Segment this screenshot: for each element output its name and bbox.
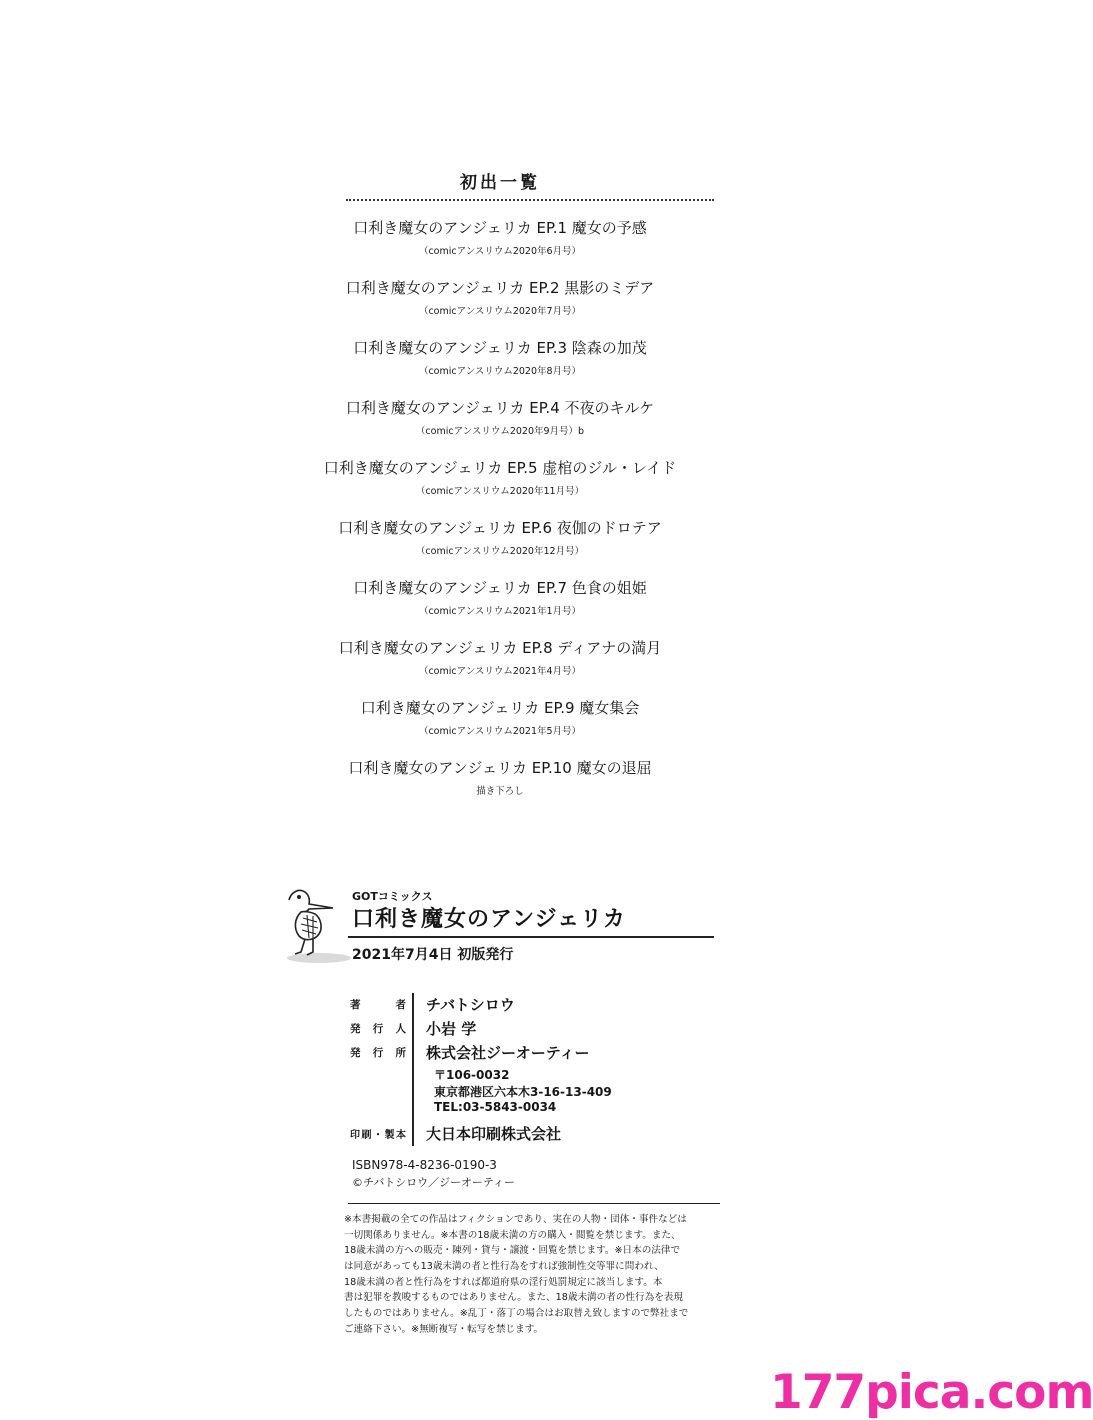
episode-title: 口利き魔女のアンジェリカ EP.9 魔女集会 <box>360 699 640 717</box>
printer-name: 大日本印刷株式会社 <box>426 1125 562 1143</box>
list-item <box>0 334 1000 394</box>
episode-title: 口利き魔女のアンジェリカ EP.8 ディアナの満月 <box>338 639 662 657</box>
publication-date: 2021年7月4日 初版発行 <box>352 947 514 963</box>
episode-title: 口利き魔女のアンジェリカ EP.10 魔女の退屈 <box>348 759 652 777</box>
book-title: 口利き魔女のアンジェリカ <box>352 907 626 932</box>
episode-title: 口利き魔女のアンジェリカ EP.1 魔女の予感 <box>353 219 647 237</box>
notice-line: 一切関係ありません。※本書の18歳未満の方の購入・閲覧を禁じます。また、 <box>344 1229 681 1241</box>
credit-label: 発行所 <box>350 1047 406 1059</box>
episode-title: 口利き魔女のアンジェリカ EP.2 黒影のミデア <box>345 279 655 297</box>
episode-source: （comicアンスリウム2020年7月号） <box>418 306 582 317</box>
notice-line: 18歳未満の者と性行為をすれば都道府県の淫行処罰規定に該当します。本 <box>344 1276 663 1288</box>
copyright: ©チバトシロウ／ジーオーティー <box>352 1176 516 1189</box>
publisher-address <box>350 1065 730 1122</box>
credit-divider <box>412 993 414 1017</box>
episode-source: （comicアンスリウム2021年1月号） <box>418 606 582 617</box>
postal-code: 〒106-0032 <box>434 1068 510 1082</box>
credit-row-printer <box>350 1122 730 1146</box>
notice-line: 18歳未満の方への販売・陳列・貸与・譲渡・回覧を禁じます。※日本の法律で <box>344 1245 681 1257</box>
list-item <box>0 454 1000 514</box>
credit-divider <box>412 1041 414 1065</box>
list-item <box>0 274 1000 334</box>
watermark: 177pica.com <box>770 1365 1093 1420</box>
notice-divider <box>348 1203 720 1204</box>
episode-source: （comicアンスリウム2020年8月号） <box>418 366 582 377</box>
episode-source: （comicアンスリウム2020年12月号） <box>415 546 585 557</box>
episode-source: （comicアンスリウム2021年4月号） <box>418 666 582 677</box>
credit-label: 著者 <box>350 999 406 1011</box>
credits-table <box>350 993 730 1146</box>
episode-source: （comicアンスリウム2021年5月号） <box>418 726 582 737</box>
credit-divider <box>412 1122 414 1146</box>
episode-title: 口利き魔女のアンジェリカ EP.5 虚棺のジル・レイド <box>323 459 677 477</box>
episode-source: （comicアンスリウム2020年6月号） <box>418 246 582 257</box>
telephone: TEL:03-5843-0034 <box>434 1100 557 1114</box>
list-item <box>0 394 1000 454</box>
credit-divider <box>412 1017 414 1041</box>
list-item <box>0 754 1000 814</box>
notice-line: は同意があっても13歳未満の者と性行為をすれば強制性交等罪に問われ、 <box>344 1261 664 1273</box>
author-name: チバトシロウ <box>426 996 515 1014</box>
legal-notice <box>344 1212 722 1338</box>
credit-label: 印刷・製本 <box>350 1130 406 1141</box>
street-address: 東京都港区六本木3-16-13-409 <box>434 1085 612 1099</box>
dotted-divider <box>346 199 714 201</box>
episode-list <box>0 214 1000 814</box>
episode-title: 口利き魔女のアンジェリカ EP.4 不夜のキルケ <box>345 399 655 417</box>
credit-row-author <box>350 993 730 1017</box>
page-title: 初出一覧 <box>460 173 540 193</box>
list-item <box>0 214 1000 274</box>
publisher-person-name: 小岩 学 <box>426 1020 477 1038</box>
notice-line: 書は犯罪を教唆するものではありません。また、18歳未満の者の性行為を表現 <box>344 1292 683 1304</box>
publisher-name: 株式会社ジーオーティー <box>426 1044 590 1062</box>
episode-source: （comicアンスリウム2020年9月号）b <box>415 426 585 437</box>
episode-source: （comicアンスリウム2020年11月号） <box>415 486 585 497</box>
credit-label: 発行人 <box>350 1023 406 1035</box>
list-item <box>0 634 1000 694</box>
episode-title: 口利き魔女のアンジェリカ EP.3 陰森の加茂 <box>353 339 647 357</box>
credit-row-publisher-person <box>350 1017 730 1041</box>
notice-line: ご連絡下さい。※無断複写・転写を禁じます。 <box>344 1323 544 1335</box>
episode-title: 口利き魔女のアンジェリカ EP.7 色食の姐姫 <box>353 579 647 597</box>
isbn: ISBN978-4-8236-0190-3 <box>352 1158 497 1172</box>
credit-row-publisher <box>350 1041 730 1065</box>
notice-line: したものではありません。※乱丁・落丁の場合はお取替え致しますので弊社まで <box>344 1308 689 1320</box>
episode-title: 口利き魔女のアンジェリカ EP.6 夜伽のドロテア <box>338 519 662 537</box>
list-item <box>0 694 1000 754</box>
title-underline <box>348 936 714 938</box>
bird-logo-icon <box>283 882 351 964</box>
imprint-label: GOTコミックス <box>352 890 433 903</box>
list-item <box>0 574 1000 634</box>
list-item <box>0 514 1000 574</box>
episode-source: 描き下ろし <box>476 786 524 797</box>
notice-line: ※本書掲載の全ての作品はフィクションであり、実在の人物・団体・事件などは <box>344 1214 687 1225</box>
credit-divider <box>412 1065 414 1122</box>
